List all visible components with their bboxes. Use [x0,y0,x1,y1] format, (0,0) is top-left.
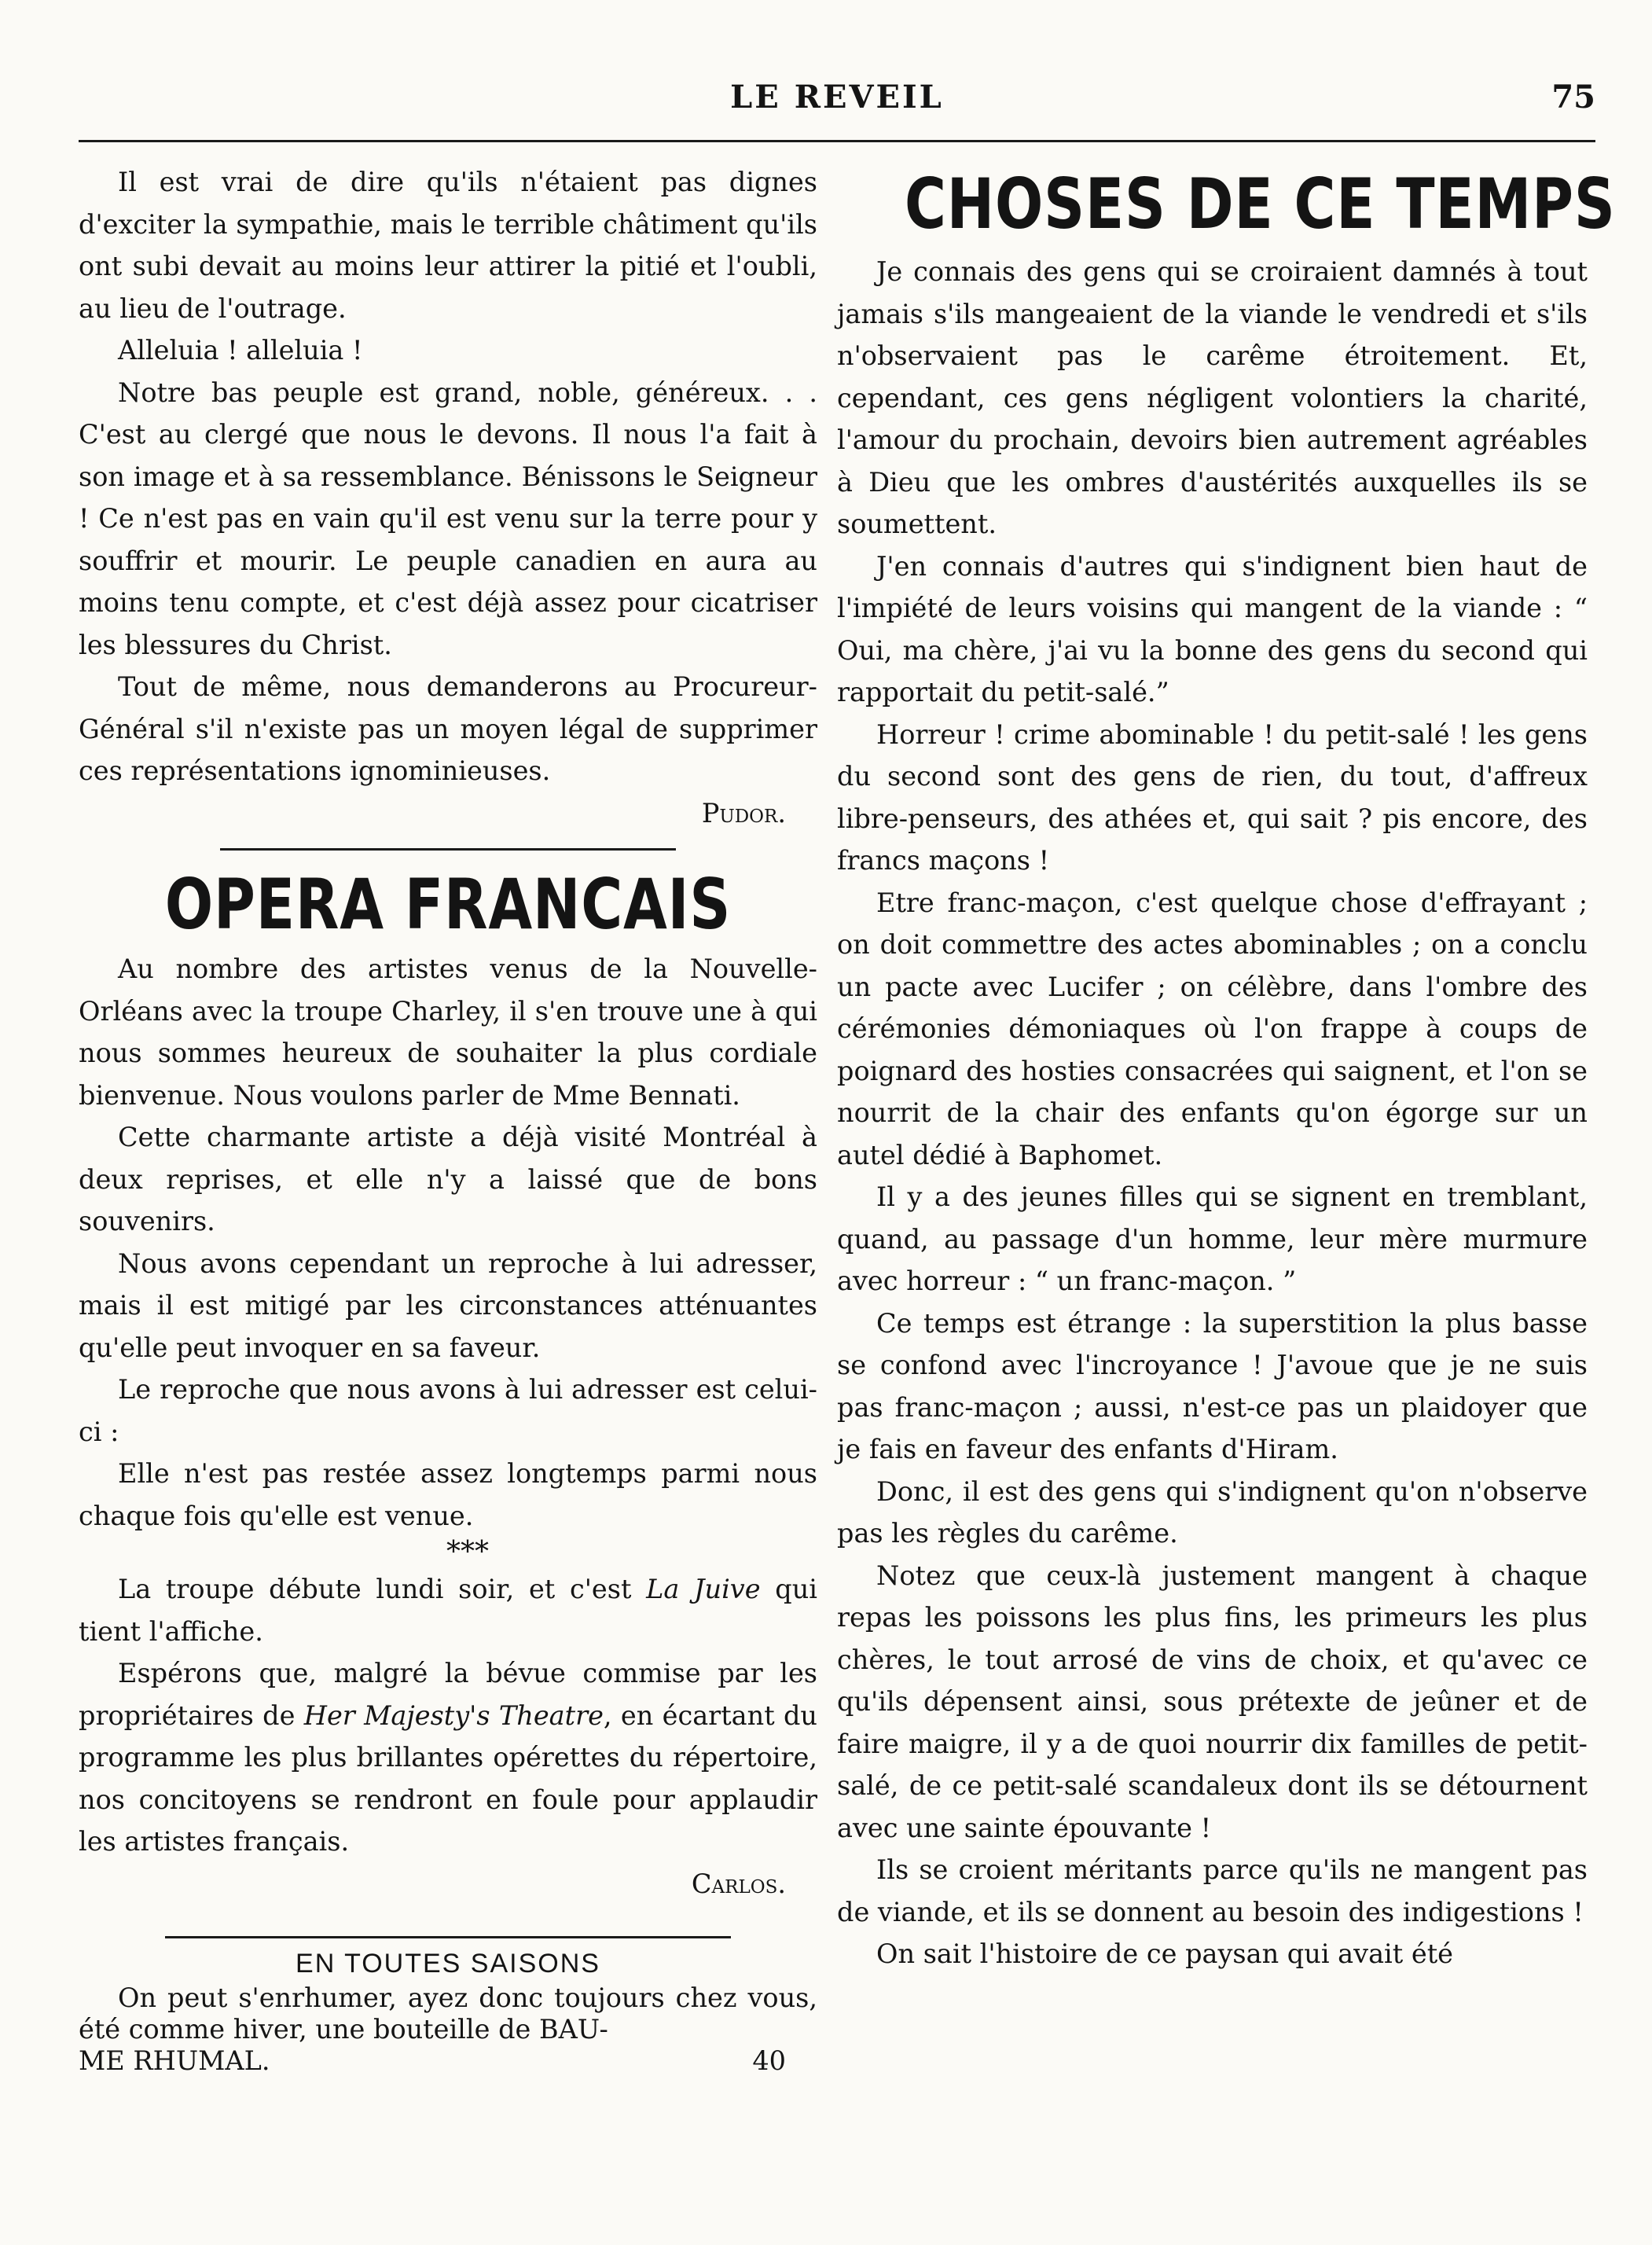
signature-carlos: Carlos. [691,1868,786,1899]
paragraph: On sait l'histoire de ce paysan qui avait été [876,1938,1453,1969]
advertisement-title: EN TOUTES SAISONS [296,1949,600,1979]
page-header [79,79,1595,141]
advertisement-footer [79,2045,817,2077]
paragraph: Il est vrai de dire qu'ils n'étaient pas dignes d'exciter la sympathie, mais le terrible châtiment qu'ils ont subi devait au moins leur attirer la pitié et l'oubli, au lieu de l'outrage. [79,167,817,324]
paragraph: Il y a des jeunes filles qui se signent en tremblant, quand, au passage d'un homme, leur mère murmure avec horreur : “ un franc-maçon. ” [837,1181,1588,1296]
paragraph: Ils se croient méritants parce qu'ils ne mangent pas de viande, et ils se donnent au besoin des indigestions ! [837,1854,1588,1927]
paragraph: Donc, il est des gens qui s'indignent qu'on n'observe pas les règles du carême. [837,1475,1588,1549]
asterism: *** [446,1536,489,1568]
section-rule [220,848,676,851]
italic-title: Her Majesty's Theatre [303,1699,604,1731]
right-column [837,161,1616,1975]
header-rule [79,140,1595,142]
paragraph: Elle n'est pas restée assez longtemps parmi nous chaque fois qu'elle est venue. [79,1458,817,1531]
ad-number: 40 [752,2045,786,2076]
newspaper-title: LE REVEIL [730,79,944,116]
paragraph: J'en connais d'autres qui s'indignent bien haut de l'impiété de leurs voisins qui mangent de la viande : “ Oui, ma chère, j'ai vu la bonne des gens du second qui rapportait du petit-salé.” [837,550,1588,707]
signature-pudor: Pudor. [701,797,786,829]
paragraph: Tout de même, nous demanderons au Procureur-Général s'il n'existe pas un moyen légal de supprimer ces représentations ignominieuses. [79,671,817,786]
choses-de-ce-temps-headline: CHOSES DE CE TEMPS [904,164,1616,244]
paragraph: Notre bas peuple est grand, noble, généreux. . . C'est au clergé que nous le devons. Il nous l'a fait à son image et à sa ressemblance. Bénissons le Seigneur ! Ce n'est pas en vain qu'il est venu sur la terre pour y souffrir et mourir. Le peuple canadien en aura au moins tenu compte, et c'est déjà assez pour cicatriser les blessures du Christ. [79,377,817,660]
ad-rule [165,1936,731,1938]
paragraph: Au nombre des artistes venus de la Nouvelle-Orléans avec la troupe Charley, il s'en trouve une à qui nous sommes heureux de souhaiter la plus cordiale bienvenue. Nous voulons parler de Mme Bennati. [79,953,817,1111]
paragraph: Le reproche que nous avons à lui adresser est celui-ci : [79,1374,817,1447]
paragraph: Cette charmante artiste a déjà visité Montréal à deux reprises, et elle n'y a laissé que de bons souvenirs. [79,1122,817,1236]
product-name: ME RHUMAL. [79,2045,270,2076]
opera-francais-headline: OPERA FRANCAIS [164,864,732,945]
page-number: 75 [1551,79,1595,116]
paragraph: Je connais des gens qui se croiraient damnés à tout jamais s'ils mangeaient de la viande le vendredi et s'ils n'observaient pas le carême étroitement. Et, cependant, ces gens négligent volontiers la charité, l'amour du prochain, devoirs bien autrement agréables à Dieu que les ombres d'austérités auxquelles ils se soumettent. [837,256,1588,539]
paragraph: Espérons que, malgré la bévue commise par les propriétaires de Her Majesty's Theatre, en écartant du programme les plus brillantes opérettes du répertoire, nos concitoyens se rendront en foule pour applaudir les artistes français. [79,1658,818,1857]
italic-title: La Juive [646,1574,761,1604]
paragraph: La troupe débute lundi soir, et c'est La Juive qui tient l'affiche. [79,1574,817,1647]
paragraph: Alleluia ! alleluia ! [118,335,363,366]
advertisement-body: On peut s'enrhumer, ayez donc toujours chez vous, été comme hiver, une bouteille de BAU- [79,1982,817,2045]
paragraph: Etre franc-maçon, c'est quelque chose d'effrayant ; on doit commettre des actes abominables ; on a conclu un pacte avec Lucifer ; on célèbre, dans l'ombre des cérémonies démoniaques où l'on frappe à coups de poignard des hosties consacrées qui saignent, et l'on se nourrit de la chair des enfants qu'on égorge sur un autel dédié à Baphomet. [837,887,1588,1170]
paragraph: Notez que ceux-là justement mangent à chaque repas les poissons les plus fins, les primeurs les plus chères, le tout arrosé de vins de choix, et qu'avec ce qu'ils dépensent ainsi, sous prétexte de jeûner et de faire maigre, il y a de quoi nourrir dix familles de petit-salé, de ce petit-salé scandaleux dont ils se détournent avec une sainte épouvante ! [837,1560,1588,1843]
paragraph: Ce temps est étrange : la superstition la plus basse se confond avec l'incroyance ! J'avoue que je ne suis pas franc-maçon ; aussi, n'est-ce pas un plaidoyer que je fais en faveur des enfants d'Hiram. [837,1307,1588,1464]
paragraph: Horreur ! crime abominable ! du petit-salé ! les gens du second sont des gens de rien, du tout, d'affreux libre-penseurs, des athées et, qui sait ? pis encore, des francs maçons ! [837,718,1588,876]
left-column [79,161,817,2077]
paragraph: Nous avons cependant un reproche à lui adresser, mais il est mitigé par les circonstances atténuantes qu'elle peut invoquer en sa faveur. [79,1247,817,1363]
